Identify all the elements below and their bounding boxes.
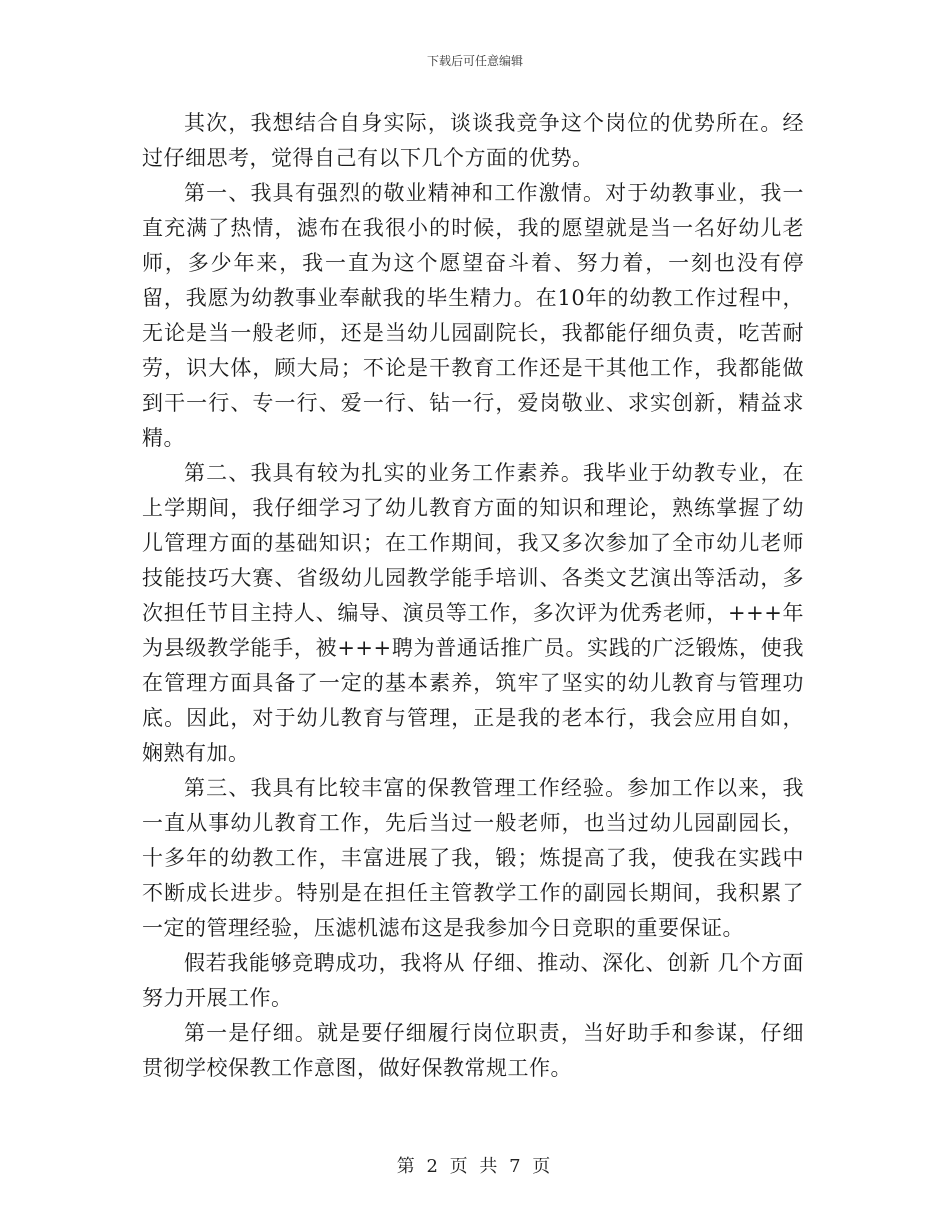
page-header: 下载后可任意编辑 <box>426 54 523 68</box>
paragraph-advantage-2: 第二、我具有较为扎实的业务工作素养。我毕业于幼教专业，在上学期间，我仔细学习了幼儿教育方面的知识和理论，熟练掌握了幼儿管理方面的基础知识；在工作期间，我又多次参加了全市幼儿老师技能技巧大赛、省级幼儿园教学能手培训、各类文艺演出等活动，多次担任节目主持人、编导、演员等工作，多次评为优秀老师，+++年为县级教学能手，被+++聘为普通话推广员。实践的广泛锻炼，使我在管理方面具备了一定的基本素养，筑牢了坚实的幼儿教育与管理功底。因此，对于幼儿教育与管理，正是我的老本行，我会应用自如，娴熟有加。 <box>142 461 804 765</box>
paragraph-advantage-3: 第三、我具有比较丰富的保教管理工作经验。参加工作以来，我一直从事幼儿教育工作，先后当过一般老师，也当过幼儿园副园长，十多年的幼教工作，丰富进展了我，锻；炼提高了我，使我在实践中不断成长进步。特别是在担任主管教学工作的副园长期间，我积累了一定的管理经验，压滤机滤布这是我参加今日竞职的重要保证。 <box>142 776 804 940</box>
page-number: 第 2 页 共 7 页 <box>396 1156 554 1177</box>
paragraph-advantages-intro: 其次，我想结合自身实际，谈谈我竞争这个岗位的优势所在。经过仔细思考，觉得自己有以下几个方面的优势。 <box>142 111 804 170</box>
paragraph-advantage-1: 第一、我具有强烈的敬业精神和工作激情。对于幼教事业，我一直充满了热情，滤布在我很小的时候，我的愿望就是当一名好幼儿老师，多少年来，我一直为这个愿望奋斗着、努力着，一刻也没有停留，我愿为幼教事业奉献我的毕生精力。在10年的幼教工作过程中，无论是当一般老师，还是当幼儿园副院长，我都能仔细负责，吃苦耐劳，识大体，顾大局；不论是干教育工作还是干其他工作，我都能做到干一行、专一行、爱一行、钻一行，爱岗敬业、求实创新，精益求精。 <box>142 181 804 450</box>
paragraph-work-plan-intro: 假若我能够竞聘成功，我将从 仔细、推动、深化、创新 几个方面努力开展工作。 <box>142 951 804 1010</box>
paragraph-work-plan-1: 第一是仔细。就是要仔细履行岗位职责，当好助手和参谋，仔细贯彻学校保教工作意图，做好保教常规工作。 <box>142 1021 804 1080</box>
document-body <box>142 106 804 1086</box>
